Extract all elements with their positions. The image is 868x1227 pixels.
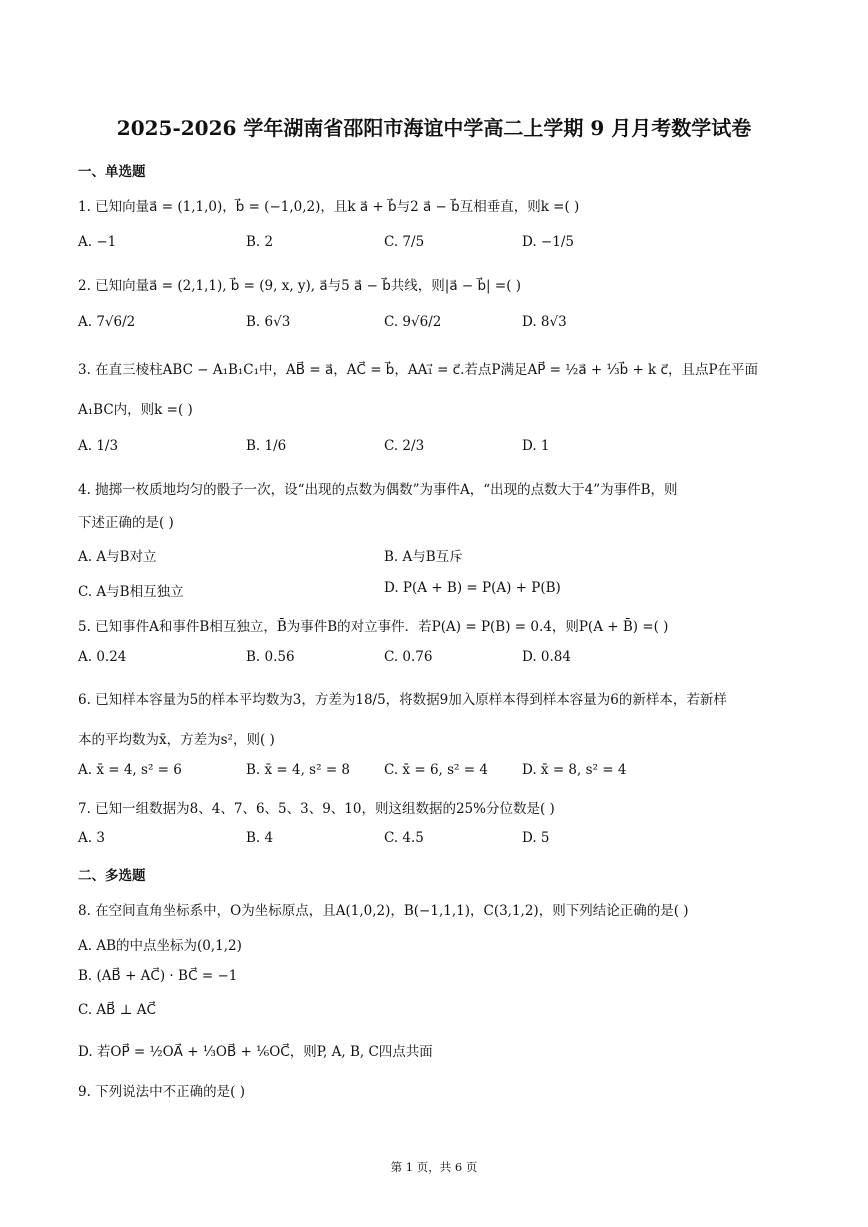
question-4-option-a: A. A与B对立 (78, 549, 157, 565)
question-3-stem-line2: A₁BC内，则k =( ) (78, 402, 193, 418)
question-5-option-a: A. 0.24 (78, 649, 127, 665)
question-8-option-d: D. 若OP⃗ = ½OA⃗ + ⅓OB⃗ + ⅙OC⃗，则P, A, B, C四点共面 (78, 1044, 433, 1060)
question-7-stem: 7. 已知一组数据为8、4、7、6、5、3、9、10，则这组数据的25%分位数是( ) (78, 801, 555, 817)
question-8-option-b: B. (AB⃗ + AC⃗) · BC⃗ = −1 (78, 968, 238, 984)
exam-title: 2025-2026 学年湖南省邵阳市海谊中学高二上学期 9 月月考数学试卷 (116, 116, 752, 140)
question-6-stem-line1: 6. 已知样本容量为5的样本平均数为3，方差为18/5，将数据9加入原样本得到样本容量为6的新样本，若新样 (78, 692, 727, 708)
question-3-option-c: C. 2/3 (384, 438, 425, 454)
question-7-option-a: A. 3 (78, 830, 105, 846)
section-single-choice: 一、单选题 (78, 164, 146, 180)
page-footer: 第 1 页，共 6 页 (390, 1160, 478, 1174)
question-5-option-d: D. 0.84 (522, 649, 571, 665)
question-5-stem: 5. 已知事件A和事件B相互独立，B̄为事件B的对立事件．若P(A) = P(B) = 0.4，则P(A + B̄) =( ) (78, 619, 669, 635)
question-6-stem-line2: 本的平均数为x̄，方差为s²，则( ) (78, 732, 275, 748)
question-8-option-c: C. AB⃗ ⊥ AC⃗ (78, 1002, 156, 1018)
question-3-option-a: A. 1/3 (78, 438, 119, 454)
question-8-option-a: A. AB的中点坐标为(0,1,2) (78, 938, 242, 954)
question-9-stem: 9. 下列说法中不正确的是( ) (78, 1084, 245, 1100)
question-4-option-d: D. P(A + B) = P(A) + P(B) (384, 580, 561, 596)
question-4-option-c: C. A与B相互独立 (78, 584, 184, 600)
question-1-option-b: B. 2 (246, 234, 274, 250)
question-1-option-d: D. −1/5 (522, 234, 574, 250)
question-7-option-b: B. 4 (246, 830, 274, 846)
question-4-stem-line1: 4. 抛掷一枚质地均匀的骰子一次，设“出现的点数为偶数”为事件A，“出现的点数大于4”为事件B，则 (78, 482, 678, 498)
question-1-option-a: A. −1 (78, 234, 117, 250)
question-2-option-a: A. 7√6/2 (78, 314, 136, 330)
question-7-option-d: D. 5 (522, 830, 550, 846)
question-8-stem: 8. 在空间直角坐标系中，O为坐标原点，且A(1,0,2)，B(−1,1,1)，C(3,1,2)，则下列结论正确的是( ) (78, 903, 689, 919)
question-5-option-b: B. 0.56 (246, 649, 295, 665)
question-5-option-c: C. 0.76 (384, 649, 433, 665)
question-4-stem-line2: 下述正确的是( ) (78, 515, 174, 531)
question-6-option-b: B. x̄ = 4, s² = 8 (246, 762, 351, 778)
question-7-option-c: C. 4.5 (384, 830, 424, 846)
question-6-option-d: D. x̄ = 8, s² = 4 (522, 762, 627, 778)
question-1-option-c: C. 7/5 (384, 234, 425, 250)
question-2-option-d: D. 8√3 (522, 314, 567, 330)
question-2-option-b: B. 6√3 (246, 314, 291, 330)
question-2-option-c: C. 9√6/2 (384, 314, 442, 330)
question-3-option-d: D. 1 (522, 438, 550, 454)
question-6-option-c: C. x̄ = 6, s² = 4 (384, 762, 488, 778)
question-2-stem: 2. 已知向量a⃗ = (2,1,1), b⃗ = (9, x, y), a⃗与5 a⃗ − b⃗共线，则|a⃗ − b⃗| =( ) (78, 278, 522, 294)
question-6-option-a: A. x̄ = 4, s² = 6 (78, 762, 182, 778)
question-4-option-b: B. A与B互斥 (384, 549, 463, 565)
question-1-stem: 1. 已知向量a⃗ = (1,1,0)，b⃗ = (−1,0,2)，且k a⃗ + b⃗与2 a⃗ − b⃗互相垂直，则k =( ) (78, 199, 580, 215)
question-3-stem-line1: 3. 在直三棱柱ABC − A₁B₁C₁中，AB⃗ = a⃗，AC⃗ = b⃗，AA₁⃗ = c⃗.若点P满足AP⃗ = ½a⃗ + ⅓b⃗ + k c⃗，且点P在平面 (78, 362, 759, 378)
question-3-option-b: B. 1/6 (246, 438, 287, 454)
section-multi-choice: 二、多选题 (78, 868, 146, 884)
